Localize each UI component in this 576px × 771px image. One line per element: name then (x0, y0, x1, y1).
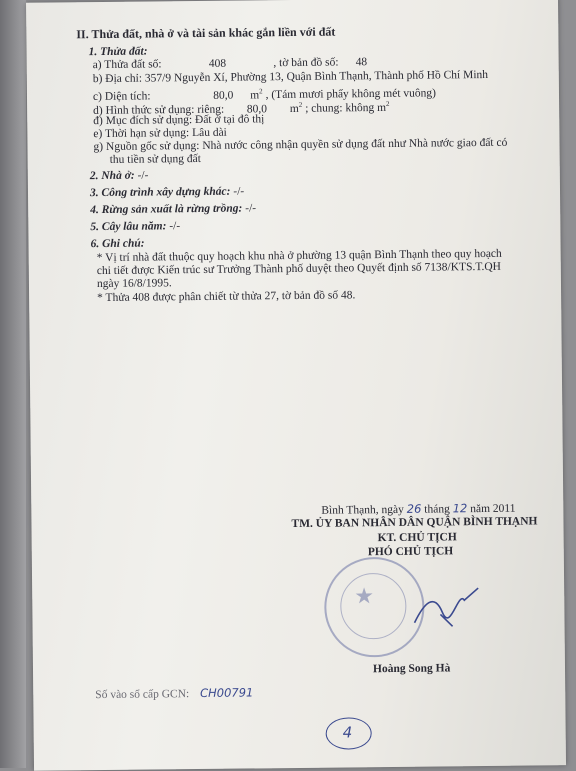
place-label: Bình Thạnh, ngày (321, 503, 404, 517)
trees-label: 5. Cây lâu năm: (90, 220, 167, 234)
handwritten-signature (412, 582, 483, 633)
usage-purpose: đ) Mục đích sử dụng: Đất ở tại đô thị (93, 113, 265, 128)
note1-line2: chi tiết được Kiến trúc sư Trưởng Thành phố duyệt theo Quyết định số 7138/KTS.T.QH (96, 260, 502, 278)
usage-form-row: d) Hình thức sử dụng: riêng: 80,0 $m^2$ ; chung: không $m^2$ (93, 99, 390, 117)
map-sheet-number: 48 (355, 56, 368, 69)
area-words: , (Tám mươi phẩy không mét vuông) (265, 87, 437, 102)
usage-private-area: 80,0 (246, 103, 268, 116)
gcn-row (95, 686, 253, 702)
usage-unit: m (289, 102, 299, 115)
usage-term: e) Thời hạn sử dụng: Lâu dài (93, 126, 227, 141)
usage-shared: ; chung: không m (305, 101, 387, 115)
house-label: 2. Nhà ở: (89, 169, 135, 183)
land-heading: 1. Thửa đất: (88, 45, 148, 59)
forest-row (90, 202, 256, 217)
year-text: năm 2011 (470, 502, 516, 516)
signer-role-2: PHÓ CHỦ TỊCH (367, 545, 454, 559)
area-value: 80,0 (213, 89, 234, 102)
forest-value: -/- (245, 202, 257, 215)
signer-name: Hoàng Song Hà (372, 662, 451, 676)
area-unit: m (250, 89, 260, 102)
official-seal: ★ (324, 557, 425, 658)
month-value: 12 (452, 501, 468, 516)
day-value: 26 (406, 501, 422, 516)
parcel-label: a) Thửa đất số: (92, 58, 162, 72)
note1-line3: ngày 16/8/1995. (96, 277, 172, 291)
section-title: II. Thửa đất, nhà ở và tài sản khác gắn liền với đất (76, 24, 336, 42)
month-label: tháng (424, 503, 450, 516)
background-edge (0, 0, 26, 768)
area-label: c) Diện tích: (92, 90, 151, 103)
house-row (90, 170, 149, 184)
signer-role-1: KT. CHỦ TỊCH (377, 531, 457, 545)
gcn-label: Số vào sổ cấp GCN: (95, 688, 190, 702)
certificate-page (26, 0, 566, 771)
land-address: b) Địa chỉ: 357/9 Nguyễn Xí, Phường 13, Quận Bình Thạnh, Thành phố Hồ Chí Minh (92, 68, 489, 86)
usage-origin-line1: g) Nguồn gốc sử dụng: Nhà nước công nhận quyền sử dụng đất như Nhà nước giao đất có (93, 136, 508, 154)
construction-label: 3. Công trình xây dựng khác: (89, 185, 231, 200)
note2: * Thửa 408 được phân chiết từ thửa 27, tờ bản đồ số 48. (97, 289, 356, 305)
parcel-number: 408 (208, 57, 227, 70)
gcn-number: CH00791 (199, 685, 254, 701)
notes-heading: 6. Ghi chú: (90, 237, 145, 251)
construction-value: -/- (233, 185, 245, 198)
construction-row (90, 186, 244, 201)
forest-label: 4. Rừng sản xuất là rừng trồng: (90, 202, 243, 217)
trees-row (90, 220, 180, 234)
map-sheet-label: , tờ bản đồ số: (273, 56, 339, 70)
note1-line1: * Vị trí nhà đất thuộc quy hoạch khu nhà ở phường 13 quận Bình Thạnh theo quy hoạch (96, 247, 502, 265)
usage-origin-line2: thu tiền sử dụng đất (109, 152, 201, 166)
land-area-row: c) Diện tích: 80,0 $m^2$ , (Tám mươi phẩy không mét vuông) (92, 87, 437, 103)
trees-value: -/- (169, 220, 181, 233)
usage-form-label: d) Hình thức sử dụng: riêng: (93, 103, 225, 117)
house-value: -/- (137, 169, 149, 182)
circled-page-mark: 4 (326, 717, 372, 749)
issuing-org: TM. ỦY BAN NHÂN DÂN QUẬN BÌNH THẠNH (291, 515, 538, 531)
